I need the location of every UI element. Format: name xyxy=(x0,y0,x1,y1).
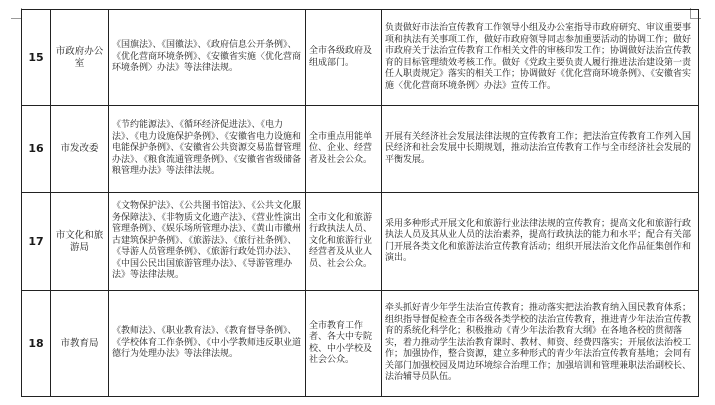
row-number: 17 xyxy=(22,193,51,291)
row-number: 15 xyxy=(22,10,51,106)
targets-cell: 全市文化和旅游行政执法人员、文化和旅游行业经营者及从业人员、社会公众。 xyxy=(306,193,382,291)
table-row xyxy=(22,10,699,106)
targets-cell: 全市重点用能单位、企业、经营者及社会公众。 xyxy=(306,106,382,193)
row-number: 16 xyxy=(22,106,51,193)
row-number: 18 xyxy=(22,291,51,397)
department-name: 市政府办公室 xyxy=(51,10,109,106)
department-name: 市发改委 xyxy=(51,106,109,193)
duty-cell: 负责做好市法治宣传教育工作领导小组及办公室指导市政府研究、审议重要事项和执法有关事项工作，做好市政府领导同志参加重要活动的协调工作；做好市政府关于法治宣传教育工作相关文件的审核印发工作；协调做好法治宣传教育的目标管理绩效考核工作。做好《党政主要负责人履行推进法治建设第一责任人职责规定》落实的相关工作；协调做好《优化营商环境条例》、《安徽省实施〈优化营商环境条例〉办法》宣传工作。 xyxy=(382,10,699,106)
targets-cell: 全市教育工作者、各大中专院校、中小学校及社会公众。 xyxy=(306,291,382,397)
responsibility-table xyxy=(21,9,699,397)
laws-cell: 《国旗法》、《国徽法》、《政府信息公开条例》、《优化营商环境条例》、《安徽省实施〈优化营商环境条例〉办法》等法律法规。 xyxy=(109,10,306,106)
duty-cell: 开展有关经济社会发展法律法规的宣传教育工作；把法治宣传教育工作列入国民经济和社会发展中长期规划，推动法治宣传教育工作与全市经济社会发展的平衡发展。 xyxy=(382,106,699,193)
duty-cell: 采用多种形式开展文化和旅游行业法律法规的宣传教育；提高文化和旅游行政执法人员及其从业人员的法治素养，提高行政执法的能力和水平；配合有关部门开展各类文化和旅游法治宣传教育活动；组织开展法治文化作品征集创作和演出。 xyxy=(382,193,699,291)
table-row xyxy=(22,193,699,291)
department-name: 市教育局 xyxy=(51,291,109,397)
laws-cell: 《文物保护法》、《公共图书馆法》、《公共文化服务保障法》、《非物质文化遗产法》、《营业性演出管理条例》、《娱乐场所管理办法》、《黄山市徽州古建筑保护条例》、《旅游法》、《旅行社条例》、《导游人员管理条例》、《旅游行政处罚办法》、《中国公民出国旅游管理办法》、《导游管理办法》等法律法规。 xyxy=(109,193,306,291)
targets-cell: 全市各级政府及组成部门。 xyxy=(306,10,382,106)
table-row xyxy=(22,106,699,193)
table-row xyxy=(22,291,699,397)
duty-cell: 牵头抓好青少年学生法治宣传教育；推动落实把法治教育纳入国民教育体系；组织指导督促检查全市各级各类学校的法治宣传教育，推进青少年法治宣传教育的系统化科学化；积极推动《青少年法治教育大纲》在各地各校的贯彻落实，着力推动学生法治教育课时、教材、师资、经费四落实；开展依法治校工作；加强协作，整合资源，建立多种形式的青少年法治宣传教育基地；会同有关部门加强校园及周边环境综合治理工作；加强培训和管理兼职法治副校长、法治辅导员队伍。 xyxy=(382,291,699,397)
department-name: 市文化和旅游局 xyxy=(51,193,109,291)
laws-cell: 《节约能源法》、《循环经济促进法》、《电力法》、《电力设施保护条例》、《安徽省电力设施和电能保护条例》、《安徽省公共资源交易监督管理办法》、《粮食流通管理条例》、《安徽省省级储备粮管理办法》等法律法规。 xyxy=(109,106,306,193)
laws-cell: 《教师法》、《职业教育法》、《教育督导条例》、《学校体育工作条例》、《中小学教师违反职业道德行为处理办法》等法律法规。 xyxy=(109,291,306,397)
